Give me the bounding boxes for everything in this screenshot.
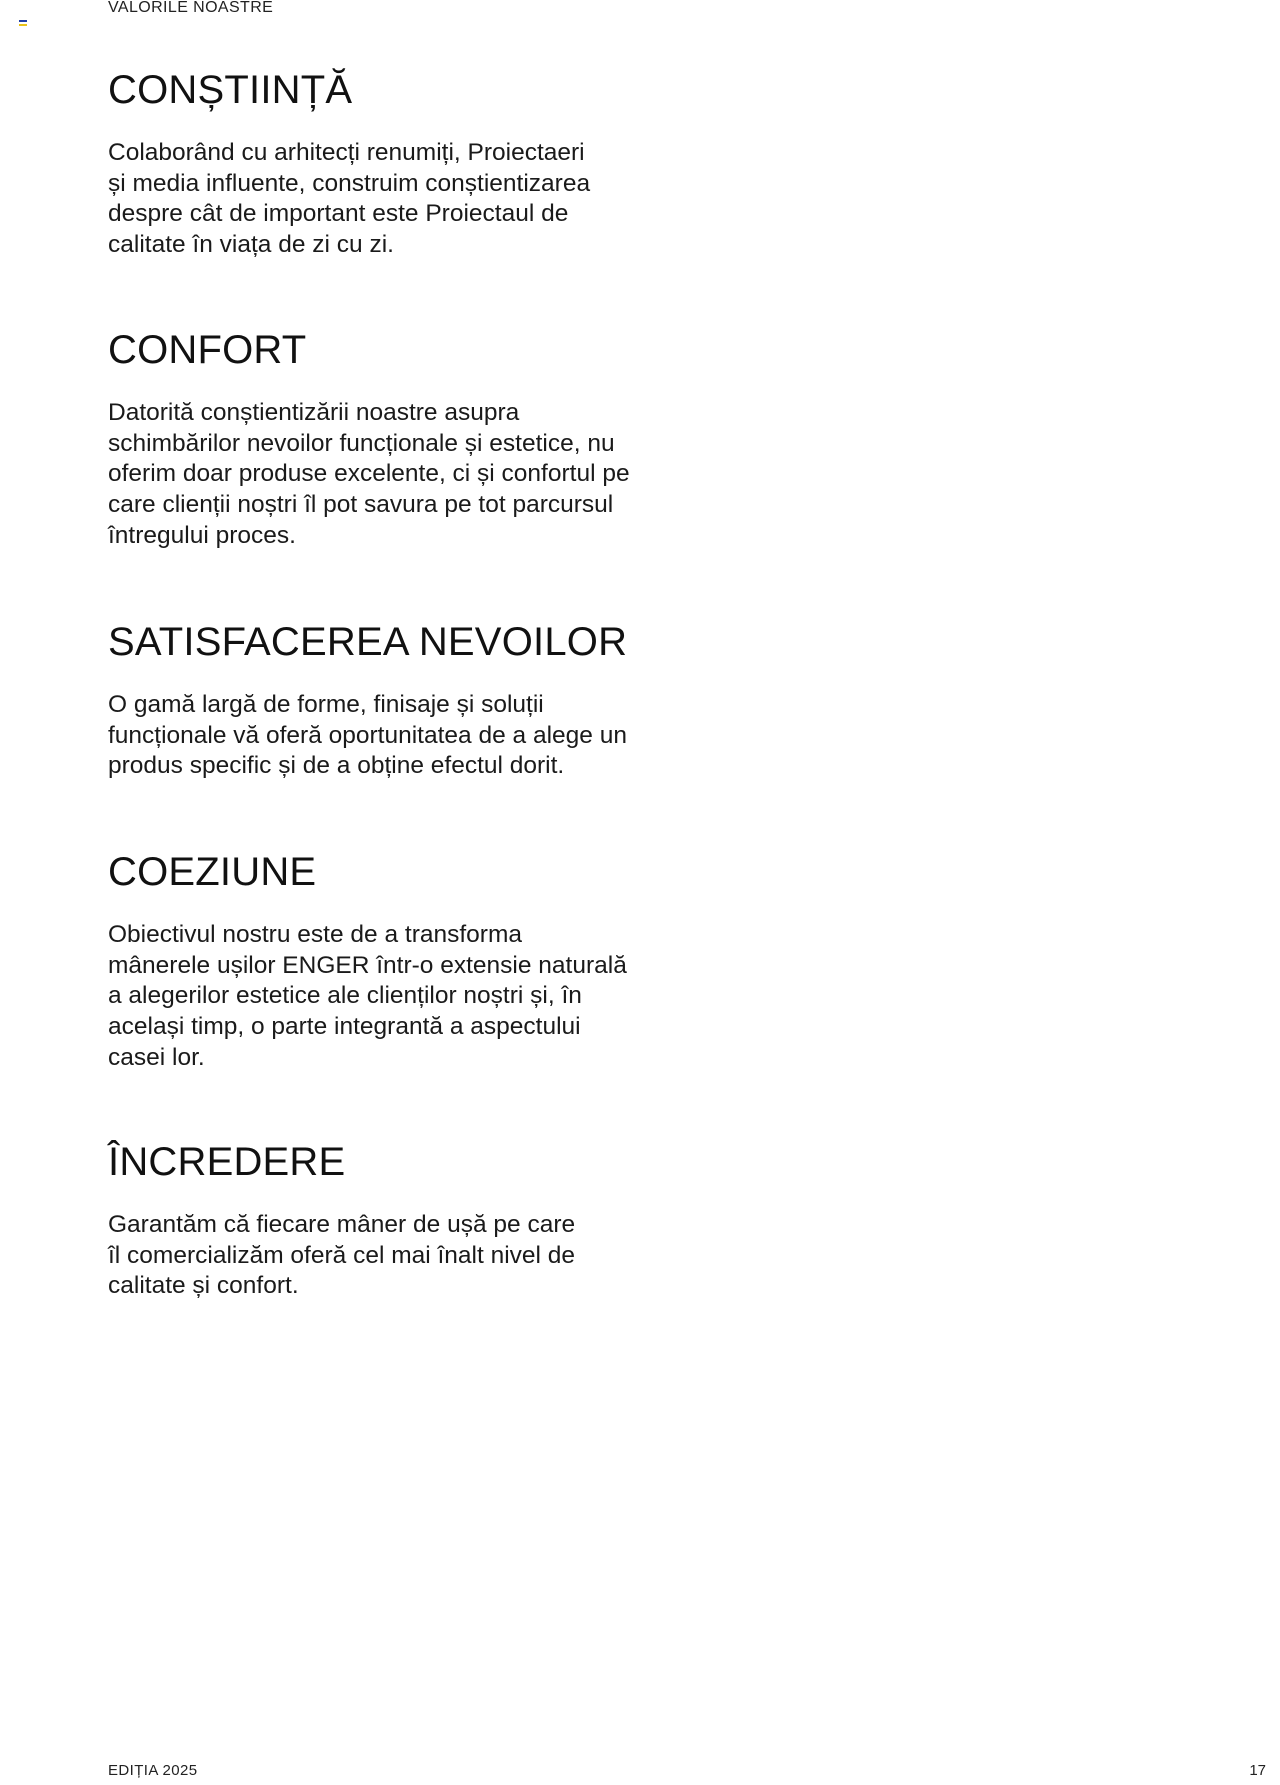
value-description: Garantăm că fiecare mâner de ușă pe care îl comercializăm oferă cel mai înalt nivel de calitate și confort. <box>108 1211 576 1300</box>
flag-icon <box>19 20 27 26</box>
value-section-constiinta <box>108 62 590 261</box>
value-section-confort <box>108 322 630 552</box>
value-section-coeziune <box>108 844 627 1074</box>
value-section-satisfacerea-nevoilor <box>108 614 627 782</box>
section-label: VALORILE NOASTRE <box>108 0 274 16</box>
flag-stripe-blue <box>19 20 27 22</box>
value-description: Obiectivul nostru este de a transforma mânerele ușilor ENGER într-o extensie naturală a alegerilor estetice ale clienților noștri și, în același timp, o parte integrantă a aspectului casei lor. <box>108 921 627 1071</box>
value-description: O gamă largă de forme, finisaje și soluții funcționale vă oferă oportunitatea de a alege un produs specific și de a obține efectul dorit. <box>108 691 627 780</box>
value-description: Datorită conștientizării noastre asupra schimbărilor nevoilor funcționale și estetice, nu oferim doar produse excelente, ci și confortul pe care clienții noștri îl pot savura pe tot parcursul întregului proces. <box>108 399 630 549</box>
value-description: Colaborând cu arhitecți renumiți, Proiectaeri și media influente, construim conștientizarea despre cât de important este Proiectaul de calitate în viața de zi cu zi. <box>108 139 591 259</box>
value-section-incredere <box>108 1134 575 1302</box>
value-title: COEZIUNE <box>108 850 317 894</box>
value-title: CONFORT <box>108 328 307 372</box>
edition-label: EDIȚIA 2025 <box>108 1762 198 1779</box>
page-number: 17 <box>1249 1762 1266 1779</box>
value-title: CONȘTIINȚĂ <box>108 68 353 112</box>
value-title: SATISFACEREA NEVOILOR <box>108 620 628 664</box>
value-title: ÎNCREDERE <box>108 1140 346 1184</box>
flag-stripe-yellow <box>19 24 27 26</box>
